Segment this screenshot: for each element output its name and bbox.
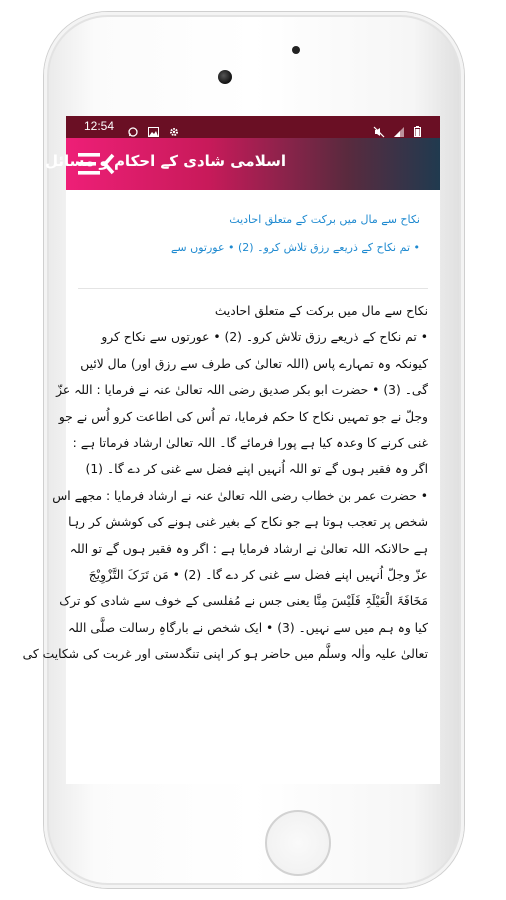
article-line: غنی کرنے کا وعدہ کیا ہے پورا فرمائے گا۔ اللہ تعالیٰ ارشاد فرماتا ہے :: [72, 436, 428, 451]
article-line: وجلّ نے جو تمہیں نکاح کا حکم فرمایا، تم اُس کی اطاعت کرو اُس نے جو: [58, 409, 428, 424]
article-line: نکاح سے مال میں برکت کے متعلق احادیث: [214, 304, 428, 318]
article-line: شخص پر تعجب ہوتا ہے جو نکاح کے بغیر غنی ہونے کی کوشش کر رہا: [68, 515, 428, 530]
article-line: کیا وہ ہم میں سے نہیں۔ (3) • ایک شخص نے بارگاہِ رسالت صلَّی اللہ: [67, 620, 428, 635]
article-line: ہے حالانکہ اللہ تعالیٰ نے ارشاد فرمایا ہے : اگر وہ فقیر ہوں گے تو اللہ: [69, 541, 428, 556]
chapter-preview[interactable]: [80, 206, 420, 262]
app-bar: [44, 138, 440, 190]
article-line: مَخَافَۃَ الْعَیْلَۃِ فَلَیْسَ مِنَّا یعنی جس نے مُفلسی کے خوف سے شادی کو ترک: [59, 594, 428, 609]
preview-line: • تم نکاح کے ذریعے رزق تلاش کرو۔ (2) • عورتوں سے: [170, 241, 420, 254]
home-button[interactable]: [265, 810, 331, 876]
content-area[interactable]: [22, 190, 440, 784]
preview-heading: نکاح سے مال میں برکت کے متعلق احادیث: [229, 213, 420, 226]
article-line: کیونکہ وہ تمہارے پاس (اللہ تعالیٰ کی طرف سے رزق اور) مال لائیں: [80, 356, 428, 371]
front-camera: [218, 70, 232, 84]
status-bar: [66, 116, 440, 138]
app-title: اسلامی شادی کے احکام و مسائل: [44, 152, 286, 170]
article-line: اگر وہ فقیر ہوں گے تو اللہ اُنہیں اپنے فضل سے غنی کر دے گا۔ (1): [85, 462, 428, 477]
article-line: گی۔ (3) • حضرت ابو بکر صدیق رضی اللہ تعالیٰ عنہ نے فرمایا : اللہ عزّ: [56, 383, 428, 398]
divider: [78, 288, 428, 289]
status-time: 12:54: [84, 119, 115, 133]
article-line: عزّ وجلّ اُنہیں اپنے فضل سے غنی کر دے گا۔ (2) • مَن تَرَکَ التَّزْوِیْجَ: [88, 568, 428, 583]
article-line: • حضرت عمر بن خطاب رضی اللہ تعالیٰ عنہ نے ارشاد فرمایا : مجھے اس: [52, 488, 428, 503]
article-line: • تم نکاح کے ذریعے رزق تلاش کرو۔ (2) • عورتوں سے نکاح کرو: [101, 330, 428, 345]
speaker-dot: [292, 46, 300, 54]
article-line: تعالیٰ علیہ واٰلہ وسلَّم میں حاضر ہو کر اپنی تنگدستی اور غربت کی شکایت کی: [22, 647, 428, 662]
article-text: [22, 298, 428, 668]
phone-screen: [22, 116, 440, 784]
